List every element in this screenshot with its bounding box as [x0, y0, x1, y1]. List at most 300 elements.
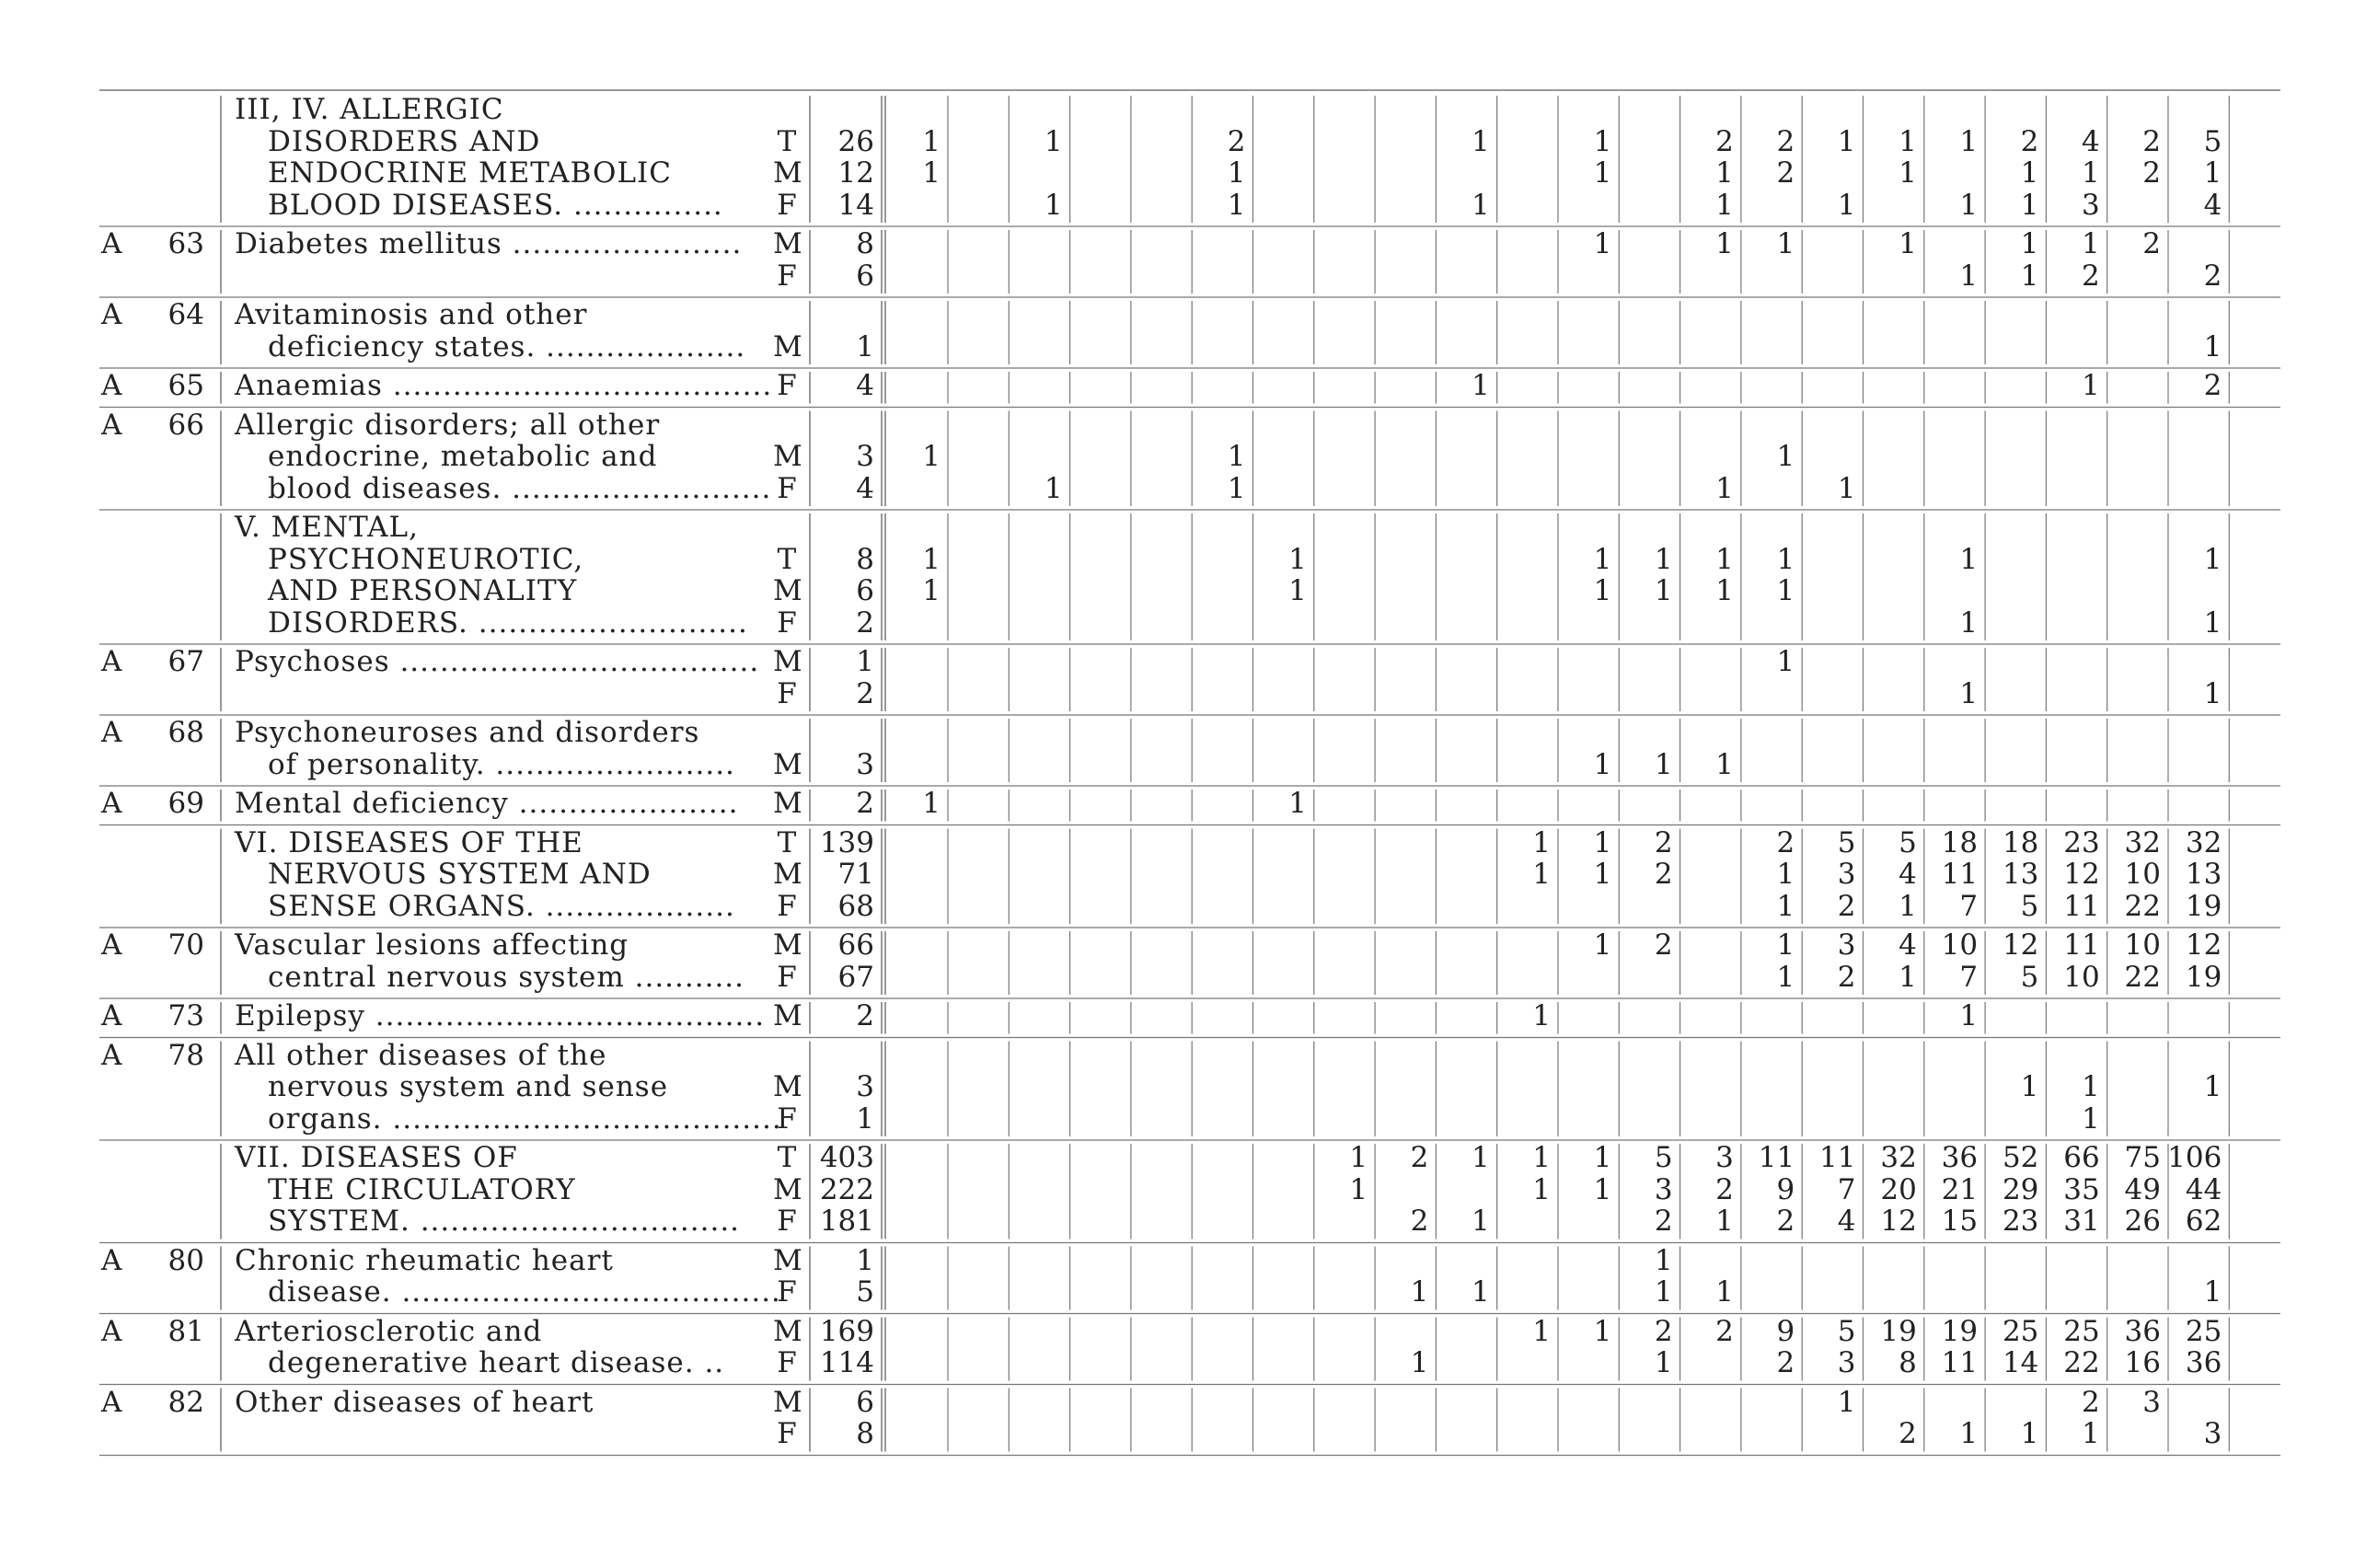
cause-label-line: Other diseases of heart — [235, 1385, 594, 1419]
row-number: 63 — [167, 227, 204, 260]
sex-marker: M — [773, 787, 802, 820]
age-group-cell: 1 — [1654, 1275, 1673, 1309]
total-cell: 8 — [856, 1417, 874, 1450]
age-group-cell: 2 — [1227, 124, 1246, 158]
age-group-cell: 62 — [2185, 1205, 2222, 1238]
age-group-cell: 29 — [2002, 1172, 2039, 1206]
row-number: 64 — [167, 298, 204, 331]
sex-marker: F — [777, 471, 797, 505]
sex-marker: T — [777, 124, 797, 158]
age-group-cell: 19 — [2185, 889, 2222, 923]
age-group-cell: 2 — [1654, 825, 1673, 859]
age-group-cell: 1 — [1410, 1346, 1429, 1379]
cause-label-line: deficiency states. .................... — [268, 329, 746, 363]
total-cell: 4 — [856, 471, 874, 505]
age-group-cell: 2 — [1776, 1346, 1795, 1379]
age-group-cell: 2 — [2142, 124, 2161, 158]
age-group-cell: 1 — [922, 124, 941, 158]
age-group-cell: 2 — [1654, 1205, 1673, 1238]
total-cell: 1 — [856, 645, 874, 678]
age-group-cell: 4 — [1899, 928, 1917, 962]
age-group-cell: 2 — [2142, 227, 2161, 260]
age-group-cell: 1 — [1288, 787, 1307, 820]
age-group-cell: 1 — [1837, 471, 1856, 505]
age-group-cell: 1 — [2020, 1070, 2039, 1103]
age-group-cell: 1 — [1899, 889, 1917, 923]
sex-marker: M — [773, 227, 802, 260]
age-group-cell: 1 — [1227, 440, 1246, 473]
age-group-cell: 1 — [1593, 156, 1612, 190]
age-group-cell: 1 — [1593, 1141, 1612, 1174]
age-group-cell: 1 — [1593, 227, 1612, 260]
cause-label-line: degenerative heart disease. .. — [268, 1346, 725, 1379]
age-group-cell: 1 — [1959, 605, 1979, 640]
age-group-cell: 1 — [1715, 227, 1734, 260]
age-group-cell: 2 — [1837, 889, 1856, 923]
age-group-cell: 1 — [2203, 329, 2222, 363]
total-cell: 169 — [819, 1314, 874, 1348]
age-group-cell: 52 — [2002, 1141, 2039, 1174]
row-number: 68 — [167, 716, 204, 749]
age-group-cell: 19 — [1880, 1314, 1917, 1348]
cause-label-line: blood diseases. .......................... — [268, 471, 772, 505]
total-cell: 2 — [856, 999, 874, 1032]
sex-marker: F — [777, 676, 797, 710]
section-title-line: ENDOCRINE METABOLIC — [268, 156, 672, 190]
age-group-cell: 23 — [2002, 1205, 2039, 1238]
age-group-cell: 2 — [2142, 156, 2161, 190]
age-group-cell: 1 — [1593, 825, 1612, 859]
row-code: A — [101, 298, 123, 331]
age-group-cell: 1 — [1776, 928, 1795, 962]
age-group-cell: 25 — [2063, 1314, 2100, 1348]
age-group-cell: 36 — [2124, 1314, 2161, 1348]
age-group-cell: 9 — [1776, 1314, 1795, 1348]
total-cell: 3 — [856, 440, 874, 473]
row-code: A — [101, 716, 123, 749]
age-group-cell: 3 — [1654, 1172, 1673, 1206]
age-group-cell: 1 — [1471, 188, 1490, 222]
age-group-cell: 1 — [1593, 542, 1612, 576]
total-cell: 3 — [856, 1070, 874, 1103]
age-group-cell: 1 — [1899, 227, 1917, 260]
age-group-cell: 19 — [2185, 960, 2222, 994]
age-group-cell: 1 — [1532, 1314, 1551, 1348]
row-code: A — [101, 408, 123, 442]
row-code: A — [101, 645, 123, 678]
cause-label-line: nervous system and sense — [268, 1070, 669, 1103]
age-group-cell: 10 — [2124, 928, 2161, 962]
cause-label-line: Mental deficiency ...................... — [235, 787, 739, 820]
age-group-cell: 1 — [1471, 124, 1490, 158]
cause-label-line: organs. ....................................... — [268, 1101, 782, 1136]
age-group-cell: 32 — [2185, 825, 2222, 859]
row-code: A — [101, 1038, 123, 1072]
total-cell: 1 — [856, 1243, 874, 1277]
age-group-cell: 2 — [1776, 156, 1795, 190]
age-group-cell: 1 — [2020, 259, 2039, 293]
age-group-cell: 1 — [1959, 999, 1979, 1032]
age-group-cell: 35 — [2063, 1172, 2100, 1206]
age-group-cell: 1 — [1776, 542, 1795, 576]
age-group-cell: 1 — [1959, 259, 1979, 293]
age-group-cell: 3 — [1715, 1141, 1734, 1174]
total-cell: 2 — [856, 676, 874, 710]
row-code: A — [101, 369, 123, 402]
age-group-cell: 1 — [2081, 1070, 2100, 1103]
age-group-cell: 1 — [2203, 542, 2222, 576]
age-group-cell: 16 — [2124, 1346, 2161, 1379]
age-group-cell: 5 — [1899, 825, 1917, 859]
age-group-cell: 1 — [1959, 188, 1979, 222]
age-group-cell: 1 — [1349, 1141, 1368, 1174]
age-group-cell: 1 — [2203, 156, 2222, 190]
age-group-cell: 1 — [1776, 960, 1795, 994]
age-group-cell: 22 — [2124, 889, 2161, 923]
age-group-cell: 1 — [2081, 227, 2100, 260]
sex-marker: F — [777, 1101, 797, 1136]
age-group-cell: 66 — [2063, 1141, 2100, 1174]
cause-label-line: of personality. ........................ — [268, 747, 735, 781]
row-number: 78 — [167, 1038, 204, 1072]
age-group-cell: 1 — [1349, 1172, 1368, 1206]
total-cell: 403 — [819, 1141, 874, 1174]
age-group-cell: 1 — [1715, 574, 1734, 607]
age-group-cell: 2 — [1776, 124, 1795, 158]
cause-label-line: endocrine, metabolic and — [268, 440, 658, 473]
row-number: 67 — [167, 645, 204, 678]
age-group-cell: 18 — [2002, 825, 2039, 859]
age-group-cell: 15 — [1941, 1205, 1979, 1238]
age-group-cell: 1 — [1227, 156, 1246, 190]
age-group-cell: 106 — [2167, 1141, 2222, 1174]
total-cell: 6 — [856, 1385, 874, 1419]
age-group-cell: 1 — [1654, 747, 1673, 781]
total-cell: 14 — [837, 188, 874, 222]
total-cell: 114 — [819, 1346, 874, 1379]
age-group-cell: 1 — [2203, 605, 2222, 640]
row-number: 82 — [167, 1385, 204, 1419]
age-group-cell: 1 — [1532, 999, 1551, 1032]
row-code: A — [101, 999, 123, 1032]
age-group-cell: 2 — [1899, 1417, 1917, 1450]
row-code: A — [101, 1314, 123, 1348]
age-group-cell: 4 — [1837, 1205, 1856, 1238]
age-group-cell: 32 — [1880, 1141, 1917, 1174]
age-group-cell: 13 — [2002, 858, 2039, 891]
total-cell: 8 — [856, 542, 874, 576]
age-group-cell: 1 — [1532, 825, 1551, 859]
total-cell: 66 — [837, 928, 874, 962]
sex-marker: T — [777, 825, 797, 859]
age-group-cell: 1 — [2081, 1417, 2100, 1450]
age-group-cell: 44 — [2185, 1172, 2222, 1206]
sex-marker: F — [777, 1275, 797, 1309]
age-group-cell: 1 — [922, 574, 941, 607]
age-group-cell: 1 — [1654, 1346, 1673, 1379]
age-group-cell: 1 — [2081, 1101, 2100, 1136]
age-group-cell: 2 — [2081, 259, 2100, 293]
age-group-cell: 11 — [1819, 1141, 1856, 1174]
age-group-cell: 1 — [2020, 227, 2039, 260]
age-group-cell: 22 — [2063, 1346, 2100, 1379]
age-group-cell: 1 — [1593, 124, 1612, 158]
row-number: 70 — [167, 928, 204, 962]
age-group-cell: 22 — [2124, 960, 2161, 994]
age-group-cell: 1 — [922, 156, 941, 190]
age-group-cell: 14 — [2002, 1346, 2039, 1379]
age-group-cell: 10 — [1941, 928, 1979, 962]
age-group-cell: 4 — [1899, 858, 1917, 891]
age-group-cell: 19 — [1941, 1314, 1979, 1348]
age-group-cell: 1 — [1837, 188, 1856, 222]
age-group-cell: 10 — [2124, 858, 2161, 891]
age-group-cell: 1 — [2203, 676, 2222, 710]
sex-marker: M — [773, 1070, 802, 1103]
age-group-cell: 1 — [1593, 1172, 1612, 1206]
age-group-cell: 3 — [1837, 928, 1856, 962]
age-group-cell: 1 — [1715, 1205, 1734, 1238]
total-cell: 71 — [837, 858, 874, 891]
age-group-cell: 7 — [1837, 1172, 1856, 1206]
cause-label-line: Diabetes mellitus ....................... — [235, 227, 743, 260]
total-cell: 1 — [856, 1101, 874, 1136]
age-group-cell: 1 — [1959, 1417, 1979, 1450]
age-group-cell: 9 — [1776, 1172, 1795, 1206]
age-group-cell: 1 — [1227, 471, 1246, 505]
sex-marker: M — [773, 928, 802, 962]
cause-label-line: Arteriosclerotic and — [235, 1314, 543, 1348]
section-title-line: V. MENTAL, — [235, 511, 419, 544]
row-code: A — [101, 1243, 123, 1277]
age-group-cell: 36 — [1941, 1141, 1979, 1174]
cause-label-line: Vascular lesions affecting — [235, 928, 629, 962]
age-group-cell: 11 — [2063, 928, 2100, 962]
age-group-cell: 1 — [2081, 156, 2100, 190]
sex-marker: M — [773, 1243, 802, 1277]
section-title-line: PSYCHONEUROTIC, — [268, 542, 584, 576]
age-group-cell: 2 — [1410, 1141, 1429, 1174]
age-group-cell: 5 — [1837, 825, 1856, 859]
age-group-cell: 1 — [1593, 858, 1612, 891]
age-group-cell: 5 — [2020, 960, 2039, 994]
age-group-cell: 1 — [1776, 645, 1795, 678]
sex-marker: M — [773, 156, 802, 190]
age-group-cell: 7 — [1959, 960, 1979, 994]
sex-marker: T — [777, 542, 797, 576]
total-cell: 4 — [856, 369, 874, 402]
age-group-cell: 75 — [2124, 1141, 2161, 1174]
age-group-cell: 3 — [2203, 1417, 2222, 1450]
age-group-cell: 11 — [1758, 1141, 1795, 1174]
row-code: A — [101, 787, 123, 820]
section-title-line: NERVOUS SYSTEM AND — [268, 858, 652, 891]
age-group-cell: 1 — [2203, 1275, 2222, 1309]
age-group-cell: 11 — [1941, 1346, 1979, 1379]
cause-label-line: Avitaminosis and other — [235, 298, 588, 331]
age-group-cell: 1 — [1227, 188, 1246, 222]
age-group-cell: 36 — [2185, 1346, 2222, 1379]
total-cell: 12 — [837, 156, 874, 190]
age-group-cell: 1 — [1593, 747, 1612, 781]
age-group-cell: 1 — [1288, 542, 1307, 576]
age-group-cell: 2 — [1776, 1205, 1795, 1238]
age-group-cell: 12 — [2185, 928, 2222, 962]
age-group-cell: 1 — [922, 440, 941, 473]
sex-marker: M — [773, 747, 802, 781]
age-group-cell: 1 — [1715, 156, 1734, 190]
row-number: 69 — [167, 787, 204, 820]
section-title-line: SYSTEM. ................................ — [268, 1205, 741, 1238]
age-group-cell: 11 — [1941, 858, 1979, 891]
total-cell: 8 — [856, 227, 874, 260]
total-cell: 181 — [819, 1205, 874, 1238]
sex-marker: T — [777, 1141, 797, 1174]
row-number: 81 — [167, 1314, 204, 1348]
sex-marker: F — [777, 960, 797, 994]
total-cell: 2 — [856, 605, 874, 640]
age-group-cell: 2 — [1410, 1205, 1429, 1238]
age-group-cell: 1 — [1654, 542, 1673, 576]
age-group-cell: 1 — [1471, 369, 1490, 402]
age-group-cell: 1 — [1837, 124, 1856, 158]
age-group-cell: 32 — [2124, 825, 2161, 859]
section-title-line: DISORDERS. ........................... — [268, 605, 748, 640]
row-code: A — [101, 928, 123, 962]
age-group-cell: 1 — [1288, 574, 1307, 607]
total-cell: 68 — [837, 889, 874, 923]
sex-marker: F — [777, 889, 797, 923]
sex-marker: M — [773, 440, 802, 473]
cause-label-line: Chronic rheumatic heart — [235, 1243, 614, 1277]
section-title-line: AND PERSONALITY — [268, 574, 578, 607]
cause-label-line: Allergic disorders; all other — [235, 408, 661, 442]
age-group-cell: 13 — [2185, 858, 2222, 891]
sex-marker: F — [777, 259, 797, 293]
age-group-cell: 7 — [1959, 889, 1979, 923]
sex-marker: F — [777, 1205, 797, 1238]
age-group-cell: 2 — [1776, 825, 1795, 859]
age-group-cell: 25 — [2185, 1314, 2222, 1348]
age-group-cell: 2 — [1654, 1314, 1673, 1348]
age-group-cell: 3 — [1837, 1346, 1856, 1379]
age-group-cell: 1 — [1899, 124, 1917, 158]
age-group-cell: 1 — [1654, 1243, 1673, 1277]
total-cell: 6 — [856, 574, 874, 607]
total-cell: 26 — [837, 124, 874, 158]
age-group-cell: 12 — [2063, 858, 2100, 891]
age-group-cell: 2 — [1715, 1172, 1734, 1206]
age-group-cell: 1 — [1532, 1141, 1551, 1174]
age-group-cell: 2 — [1715, 124, 1734, 158]
age-group-cell: 1 — [1044, 188, 1063, 222]
age-group-cell: 1 — [1959, 124, 1979, 158]
age-group-cell: 1 — [1532, 1172, 1551, 1206]
age-group-cell: 1 — [1959, 676, 1979, 710]
section-title-line: SENSE ORGANS. ................... — [268, 889, 735, 923]
row-number: 66 — [167, 408, 204, 442]
total-cell: 222 — [819, 1172, 874, 1206]
age-group-cell: 1 — [1471, 1141, 1490, 1174]
section-title-line: III, IV. ALLERGIC — [235, 93, 504, 126]
age-group-cell: 1 — [1776, 227, 1795, 260]
row-number: 65 — [167, 369, 204, 402]
cause-label-line: Psychoneuroses and disorders — [235, 716, 700, 749]
row-number: 80 — [167, 1243, 204, 1277]
age-group-cell: 3 — [1837, 858, 1856, 891]
age-group-cell: 3 — [2142, 1385, 2161, 1419]
sex-marker: M — [773, 574, 802, 607]
total-cell: 67 — [837, 960, 874, 994]
age-group-cell: 1 — [922, 542, 941, 576]
age-group-cell: 2 — [2020, 124, 2039, 158]
age-group-cell: 1 — [1044, 471, 1063, 505]
age-group-cell: 1 — [1776, 440, 1795, 473]
total-cell: 139 — [819, 825, 874, 859]
total-cell: 5 — [856, 1275, 874, 1309]
age-group-cell: 1 — [1410, 1275, 1429, 1309]
age-group-cell: 5 — [1654, 1141, 1673, 1174]
age-group-cell: 23 — [2063, 825, 2100, 859]
sex-marker: F — [777, 188, 797, 222]
row-number: 73 — [167, 999, 204, 1032]
age-group-cell: 2 — [2203, 259, 2222, 293]
age-group-cell: 5 — [2203, 124, 2222, 158]
age-group-cell: 1 — [2203, 1070, 2222, 1103]
age-group-cell: 31 — [2063, 1205, 2100, 1238]
sex-marker: F — [777, 1346, 797, 1379]
age-group-cell: 1 — [1837, 1385, 1856, 1419]
age-group-cell: 1 — [1593, 574, 1612, 607]
age-group-cell: 1 — [1776, 889, 1795, 923]
age-group-cell: 5 — [1837, 1314, 1856, 1348]
total-cell: 1 — [856, 329, 874, 363]
section-title-line: BLOOD DISEASES. ............... — [268, 188, 723, 222]
section-title-line: THE CIRCULATORY — [268, 1172, 576, 1206]
sex-marker: M — [773, 1385, 802, 1419]
age-group-cell: 1 — [1959, 542, 1979, 576]
age-group-cell: 11 — [2063, 889, 2100, 923]
age-group-cell: 2 — [1837, 960, 1856, 994]
cause-label-line: Epilepsy ....................................... — [235, 999, 766, 1032]
cause-label-line: central nervous system ........... — [268, 960, 745, 994]
sex-marker: M — [773, 329, 802, 363]
age-group-cell: 2 — [2081, 1385, 2100, 1419]
age-group-cell: 1 — [1471, 1275, 1490, 1309]
age-group-cell: 1 — [1715, 542, 1734, 576]
total-cell: 3 — [856, 747, 874, 781]
sex-marker: F — [777, 369, 797, 402]
cause-label-line: All other diseases of the — [235, 1038, 607, 1072]
sex-marker: M — [773, 645, 802, 678]
age-group-cell: 1 — [922, 787, 941, 820]
age-group-cell: 1 — [1532, 858, 1551, 891]
sex-marker: M — [773, 1172, 802, 1206]
age-group-cell: 1 — [2020, 1417, 2039, 1450]
cause-label-line: disease. ...................................... — [268, 1275, 781, 1309]
age-group-cell: 1 — [1899, 156, 1917, 190]
row-code: A — [101, 1385, 123, 1419]
age-group-cell: 1 — [1715, 747, 1734, 781]
age-group-cell: 1 — [1471, 1205, 1490, 1238]
age-group-cell: 1 — [1044, 124, 1063, 158]
age-group-cell: 2 — [1715, 1314, 1734, 1348]
age-group-cell: 10 — [2063, 960, 2100, 994]
age-group-cell: 1 — [2020, 188, 2039, 222]
age-group-cell: 1 — [1715, 1275, 1734, 1309]
age-group-cell: 1 — [1593, 1314, 1612, 1348]
sex-marker: M — [773, 1314, 802, 1348]
